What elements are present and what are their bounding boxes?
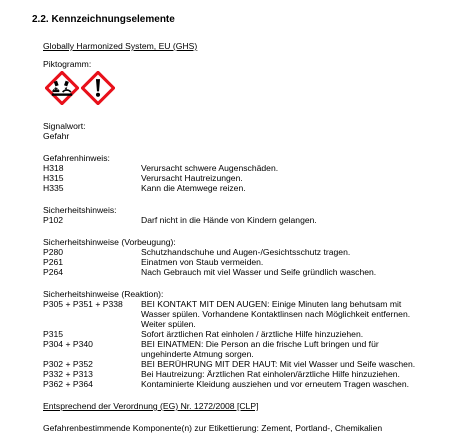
- prevention-text: Schutzhandschuhe und Augen-/Gesichtsschutz tragen.: [141, 247, 351, 257]
- prevention-row: [43, 257, 426, 267]
- safety-row: [43, 215, 426, 225]
- components-text: Gefahrenbestimmende Komponente(n) zur Etikettierung: Zement, Portland-, Chemikalien: [43, 423, 383, 433]
- reaction-code: P305 + P351 + P338: [43, 299, 123, 309]
- prevention-text: Nach Gebrauch mit viel Wasser und Seife gründlich waschen.: [141, 267, 377, 277]
- reaction-code: P332 + P313: [43, 369, 93, 379]
- hazard-label: Gefahrenhinweis:: [43, 153, 110, 163]
- prevention-text: Einatmen von Staub vermeiden.: [141, 257, 264, 267]
- prevention-row: [43, 247, 426, 257]
- reaction-code: P304 + P340: [43, 339, 93, 349]
- reaction-text: Kontaminierte Kleidung ausziehen und vor erneutem Tragen waschen.: [141, 379, 410, 389]
- hazard-row: [43, 163, 426, 173]
- signal-word-label: Signalwort:: [43, 121, 86, 131]
- hazard-text: Verursacht Hautreizungen.: [141, 173, 243, 183]
- hazard-row: [43, 183, 426, 193]
- reaction-row: [43, 339, 426, 359]
- hazard-text: Kann die Atemwege reizen.: [141, 183, 246, 193]
- reaction-row: [43, 359, 426, 369]
- prevention-row: [43, 267, 426, 277]
- hazard-code: H315: [43, 173, 64, 183]
- reaction-row: [43, 329, 426, 339]
- reaction-text: Bei Hautreizung: Ärztlichen Rat einholen/ärztliche Hilfe hinzuziehen.: [141, 369, 400, 379]
- safety-label: Sicherheitshinweis:: [43, 205, 117, 215]
- reaction-row: [43, 369, 426, 379]
- hazard-code: H335: [43, 183, 64, 193]
- signal-word: Gefahr: [43, 131, 70, 141]
- prevention-label: Sicherheitshinweise (Vorbeugung):: [43, 237, 176, 247]
- regulation-title: Entsprechend der Verordnung (EG) Nr. 1272/2008 [CLP]: [43, 401, 259, 411]
- pictogram-label: Piktogramm:: [43, 59, 92, 69]
- prevention-code: P280: [43, 247, 64, 257]
- safety-code: P102: [43, 215, 64, 225]
- reaction-code: P362 + P364: [43, 379, 93, 389]
- ghs-title: Globally Harmonized System, EU (GHS): [43, 41, 198, 51]
- label-elements-block: [43, 41, 426, 433]
- corrosion-icon: [45, 71, 79, 105]
- reaction-text: BEI EINATMEN: Die Person an die frische Luft bringen und für ungehinderte Atmung sorgen.: [141, 339, 379, 359]
- hazard-row: [43, 173, 426, 183]
- hazard-code: H318: [43, 163, 64, 173]
- hazard-text: Verursacht schwere Augenschäden.: [141, 163, 279, 173]
- safety-text: Darf nicht in die Hände von Kindern gelangen.: [141, 215, 317, 225]
- reaction-text: BEI KONTAKT MIT DEN AUGEN: Einige Minuten lang behutsam mit Wasser spülen. Vorhandene Kontaktlinsen nach Möglichkeit entfernen. Weiter spülen.: [141, 299, 411, 329]
- reaction-code: P315: [43, 329, 64, 339]
- exclamation-mark-icon: [81, 71, 115, 105]
- section-heading: 2.2. Kennzeichnungselemente: [32, 14, 175, 25]
- reaction-text: Sofort ärztlichen Rat einholen / ärztliche Hilfe hinzuziehen.: [141, 329, 364, 339]
- reaction-code: P302 + P352: [43, 359, 93, 369]
- pictogram-row: [45, 71, 426, 105]
- prevention-code: P261: [43, 257, 64, 267]
- reaction-text: BEI BERÜHRUNG MIT DER HAUT: Mit viel Wasser und Seife waschen.: [141, 359, 416, 369]
- prevention-code: P264: [43, 267, 64, 277]
- reaction-row: [43, 299, 426, 329]
- reaction-row: [43, 379, 426, 389]
- reaction-label: Sicherheitshinweise (Reaktion):: [43, 289, 164, 299]
